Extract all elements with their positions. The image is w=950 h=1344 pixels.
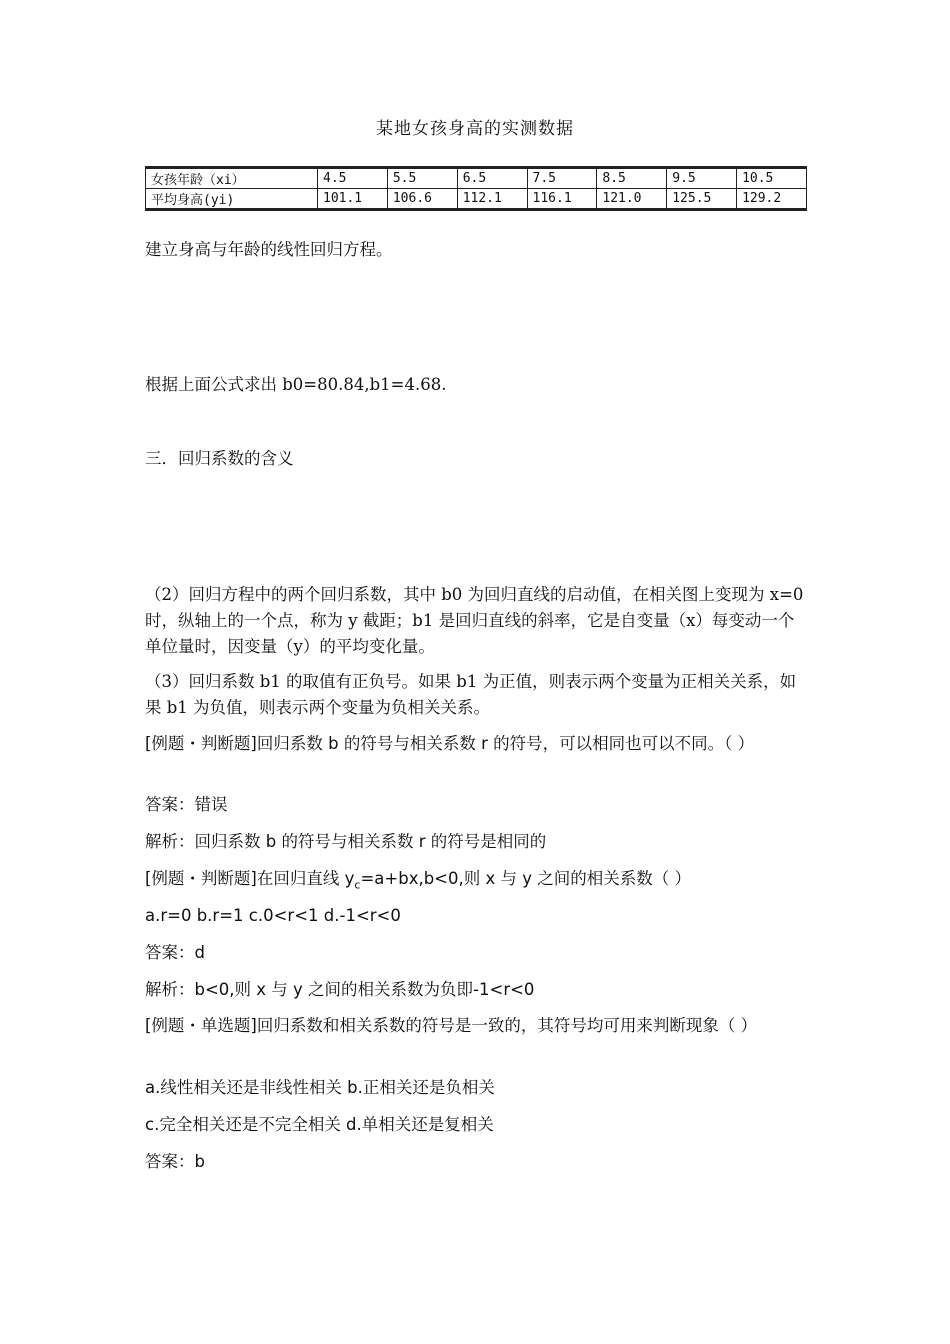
table-cell: 6.5 — [457, 168, 527, 189]
table-cell: 10.5 — [737, 168, 807, 189]
options-text: a.线性相关还是非线性相关 b.正相关还是负相关 — [145, 1078, 495, 1097]
table-row — [146, 168, 807, 189]
explanation-text: 解析：b<0,则 x 与 y 之间的相关系数为负即-1<r<0 — [145, 980, 535, 999]
options-text: a.r=0 b.r=1 c.0<r<1 d.-1<r<0 — [145, 906, 401, 925]
table-cell: 112.1 — [457, 189, 527, 210]
table-cell: 8.5 — [597, 168, 667, 189]
options-text: c.完全相关还是不完全相关 d.单相关还是复相关 — [145, 1115, 494, 1134]
paragraph: （2）回归方程中的两个回归系数，其中 b0 为回归直线的启动值，在相关图上变现为 x=0 时，纵轴上的一个点，称为 y 截距；b1 是回归直线的斜率，它是自变量（x）每变动一个单位量时，因变量（y）的平均变化量。 — [145, 585, 804, 656]
question-text-part: =a+bx,b<0,则 x 与 y 之间的相关系数（ ） — [360, 869, 691, 888]
table-cell: 116.1 — [527, 189, 597, 210]
table-cell: 5.5 — [387, 168, 457, 189]
question-text — [145, 866, 810, 898]
table-cell: 9.5 — [667, 168, 737, 189]
section-heading: 三．回归系数的含义 — [145, 449, 294, 468]
question-text-part: [例题・判断题]在回归直线 y — [145, 869, 355, 888]
paragraph: （3）回归系数 b1 的取值有正负号。如果 b1 为正值，则表示两个变量为正相关关系，如果 b1 为负值，则表示两个变量为负相关关系。 — [145, 672, 797, 717]
question-text: [例题・单选题]回归系数和相关系数的符号是一致的，其符号均可用来判断现象（ ） — [145, 1016, 758, 1035]
table-title: 某地女孩身高的实测数据 — [376, 119, 574, 139]
table-cell: 129.2 — [737, 189, 807, 210]
explanation-text: 解析：回归系数 b 的符号与相关系数 r 的符号是相同的 — [145, 832, 547, 851]
table-cell: 7.5 — [527, 168, 597, 189]
subscript: c — [354, 878, 361, 892]
table-cell: 4.5 — [318, 168, 388, 189]
answer-text: 答案：d — [145, 943, 205, 962]
table-row — [146, 189, 807, 210]
data-table — [145, 166, 807, 211]
table-cell: 106.6 — [387, 189, 457, 210]
question-text: [例题・判断题]回归系数 b 的符号与相关系数 r 的符号，可以相同也可以不同。（ ） — [145, 734, 755, 753]
paragraph: 建立身高与年龄的线性回归方程。 — [145, 240, 393, 259]
table-cell: 女孩年龄（xi） — [146, 168, 318, 189]
table-cell: 平均身高(yi) — [146, 189, 318, 210]
answer-text: 答案：错误 — [145, 795, 228, 814]
table-cell: 101.1 — [318, 189, 388, 210]
answer-text: 答案：b — [145, 1152, 205, 1171]
table-cell: 121.0 — [597, 189, 667, 210]
table-cell: 125.5 — [667, 189, 737, 210]
paragraph: 根据上面公式求出 b0=80.84,b1=4.68. — [145, 375, 447, 394]
